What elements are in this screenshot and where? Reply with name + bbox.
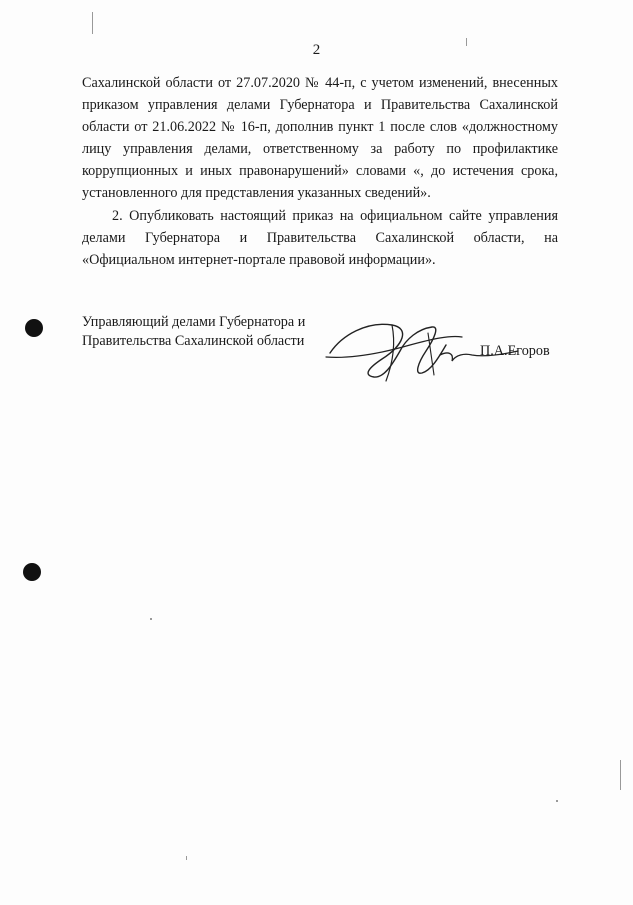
signatory-title-line-2: Правительства Сахалинской области: [82, 333, 305, 349]
paragraph-continuation: Сахалинской области от 27.07.2020 № 44-п, с учетом изменений, внесенных приказом управления делами Губернатора и Правительства Сахалинской области от 21.06.2022 № 16-п, дополнив пункт 1 после слов «должностному лицу управления делами, ответственному за работу по профилактике коррупционных и иных правонарушений» словами «, до истечения срока, установленного для представления указанных сведений».: [82, 75, 558, 202]
page-number: 2: [312, 42, 321, 58]
signatory-title-line-1: Управляющий делами Губернатора и: [82, 314, 306, 330]
scan-mark: [620, 760, 621, 790]
punch-hole: [25, 319, 43, 337]
document-body: [82, 72, 558, 271]
signature-block: [82, 313, 562, 383]
scan-mark: [466, 38, 467, 46]
scan-mark: [92, 12, 93, 34]
scan-mark: [556, 800, 558, 802]
scan-mark: [186, 856, 187, 860]
signatory-title: [82, 313, 305, 351]
paragraph-item-2: 2. Опубликовать настоящий приказ на официальном сайте управления делами Губернатора и Правительства Сахалинской области, на «Официальном интернет-портале правовой информации».: [82, 207, 558, 268]
scan-mark: [150, 618, 152, 620]
punch-hole: [23, 563, 41, 581]
signatory-name: П.А.Егоров: [480, 343, 550, 359]
